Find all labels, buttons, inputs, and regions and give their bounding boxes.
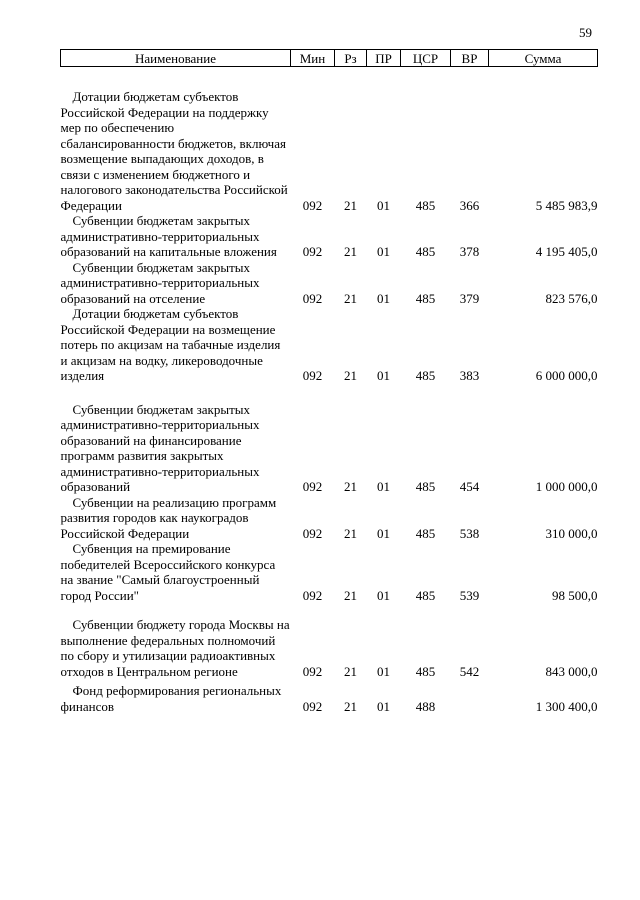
row-min: 092: [302, 244, 323, 259]
row-name: Дотации бюджетам субъектов Российской Федерации на возмещение потерь по акцизам на табачные изделия и акцизам на водку, ликероводочные изделия: [60, 306, 281, 383]
row-pr: 01: [377, 479, 390, 494]
row-min: 092: [302, 587, 323, 603]
row-name: Субвенции бюджетам закрытых административно-территориальных образований на финансирование программ развития закрытых административно-территориальных образований: [60, 401, 260, 494]
row-vr: 383: [459, 368, 480, 383]
row-csr: 485: [415, 244, 436, 259]
page-number: 59: [579, 25, 592, 40]
row-rz: 21: [344, 197, 357, 213]
row-vr: 366: [459, 197, 480, 213]
table-row: [61, 213, 598, 260]
row-min: 092: [302, 663, 323, 679]
row-pr: 01: [377, 525, 390, 541]
budget-table: [60, 49, 598, 714]
row-pr: 01: [377, 663, 390, 679]
row-sum: 843 000,0: [545, 663, 598, 679]
header-pr: ПР: [367, 50, 401, 67]
table-row: [61, 384, 598, 495]
row-min: 092: [302, 368, 323, 383]
row-rz: 21: [344, 663, 357, 679]
row-rz: 21: [344, 244, 357, 259]
row-min: 092: [302, 197, 323, 213]
table-row: [61, 306, 598, 384]
table-row: [61, 260, 598, 307]
row-csr: 485: [415, 290, 436, 306]
row-pr: 01: [377, 587, 390, 603]
row-name: Субвенции бюджетам закрытых административно-территориальных образований на отселение: [60, 259, 260, 306]
table-body: [61, 67, 598, 715]
row-csr: 485: [415, 663, 436, 679]
row-sum: 4 195 405,0: [535, 244, 598, 259]
row-sum: 310 000,0: [545, 525, 598, 541]
row-name: Фонд реформирования региональных финансов: [60, 683, 282, 714]
row-min: 092: [302, 698, 323, 714]
row-min: 092: [302, 479, 323, 494]
row-pr: 01: [377, 698, 390, 714]
row-sum: 6 000 000,0: [535, 368, 598, 383]
row-csr: 488: [415, 698, 436, 714]
header-csr: ЦСР: [401, 50, 451, 67]
header-min: Мин: [291, 50, 335, 67]
row-pr: 01: [377, 244, 390, 259]
row-vr: 539: [459, 587, 480, 603]
row-rz: 21: [344, 587, 357, 603]
row-rz: 21: [344, 368, 357, 383]
header-row: [61, 50, 598, 67]
row-vr: 379: [459, 290, 480, 306]
table-header: [61, 50, 598, 67]
row-vr: 538: [459, 525, 480, 541]
table-row: [61, 541, 598, 603]
table-row: [61, 495, 598, 542]
table-row: [61, 67, 598, 214]
row-vr: 542: [459, 663, 480, 679]
table-row: [61, 603, 598, 679]
header-rz: Рз: [335, 50, 367, 67]
row-pr: 01: [377, 290, 390, 306]
row-pr: 01: [377, 197, 390, 213]
row-min: 092: [302, 290, 323, 306]
header-sum: Сумма: [489, 50, 598, 67]
row-rz: 21: [344, 698, 357, 714]
row-name: Субвенции на реализацию программ развития городов как наукоградов Российской Федерации: [60, 494, 277, 541]
row-rz: 21: [344, 290, 357, 306]
row-rz: 21: [344, 525, 357, 541]
row-name: Дотации бюджетам субъектов Российской Федерации на поддержку мер по обеспечению сбалансированности бюджетов, включая возмещение выпадающих доходов, в связи с изменением бюджетного и налогового законодательства Российской Федерации: [60, 89, 288, 213]
row-min: 092: [302, 525, 323, 541]
table-row: [61, 679, 598, 714]
row-name: Субвенция на премирование победителей Всероссийского конкурса на звание "Самый благоустроенный город России": [60, 541, 276, 603]
row-csr: 485: [415, 197, 436, 213]
row-sum: 5 485 983,9: [535, 197, 598, 213]
row-sum: 98 500,0: [552, 587, 598, 603]
row-vr: 454: [459, 479, 480, 494]
row-pr: 01: [377, 368, 390, 383]
row-name: Субвенции бюджетам закрытых административно-территориальных образований на капитальные вложения: [60, 213, 277, 259]
row-csr: 485: [415, 587, 436, 603]
row-csr: 485: [415, 368, 436, 383]
header-vr: ВР: [451, 50, 489, 67]
row-csr: 485: [415, 479, 436, 494]
row-rz: 21: [344, 479, 357, 494]
row-sum: 823 576,0: [545, 290, 598, 306]
header-name: Наименование: [61, 50, 291, 67]
row-sum: 1 000 000,0: [535, 479, 598, 494]
row-sum: 1 300 400,0: [535, 698, 598, 714]
row-csr: 485: [415, 525, 436, 541]
row-vr: [451, 679, 489, 714]
row-vr: 378: [459, 244, 480, 259]
row-name: Субвенции бюджету города Москвы на выполнение федеральных полномочий по сбору и утилизации радиоактивных отходов в Центральном регионе: [60, 617, 290, 679]
